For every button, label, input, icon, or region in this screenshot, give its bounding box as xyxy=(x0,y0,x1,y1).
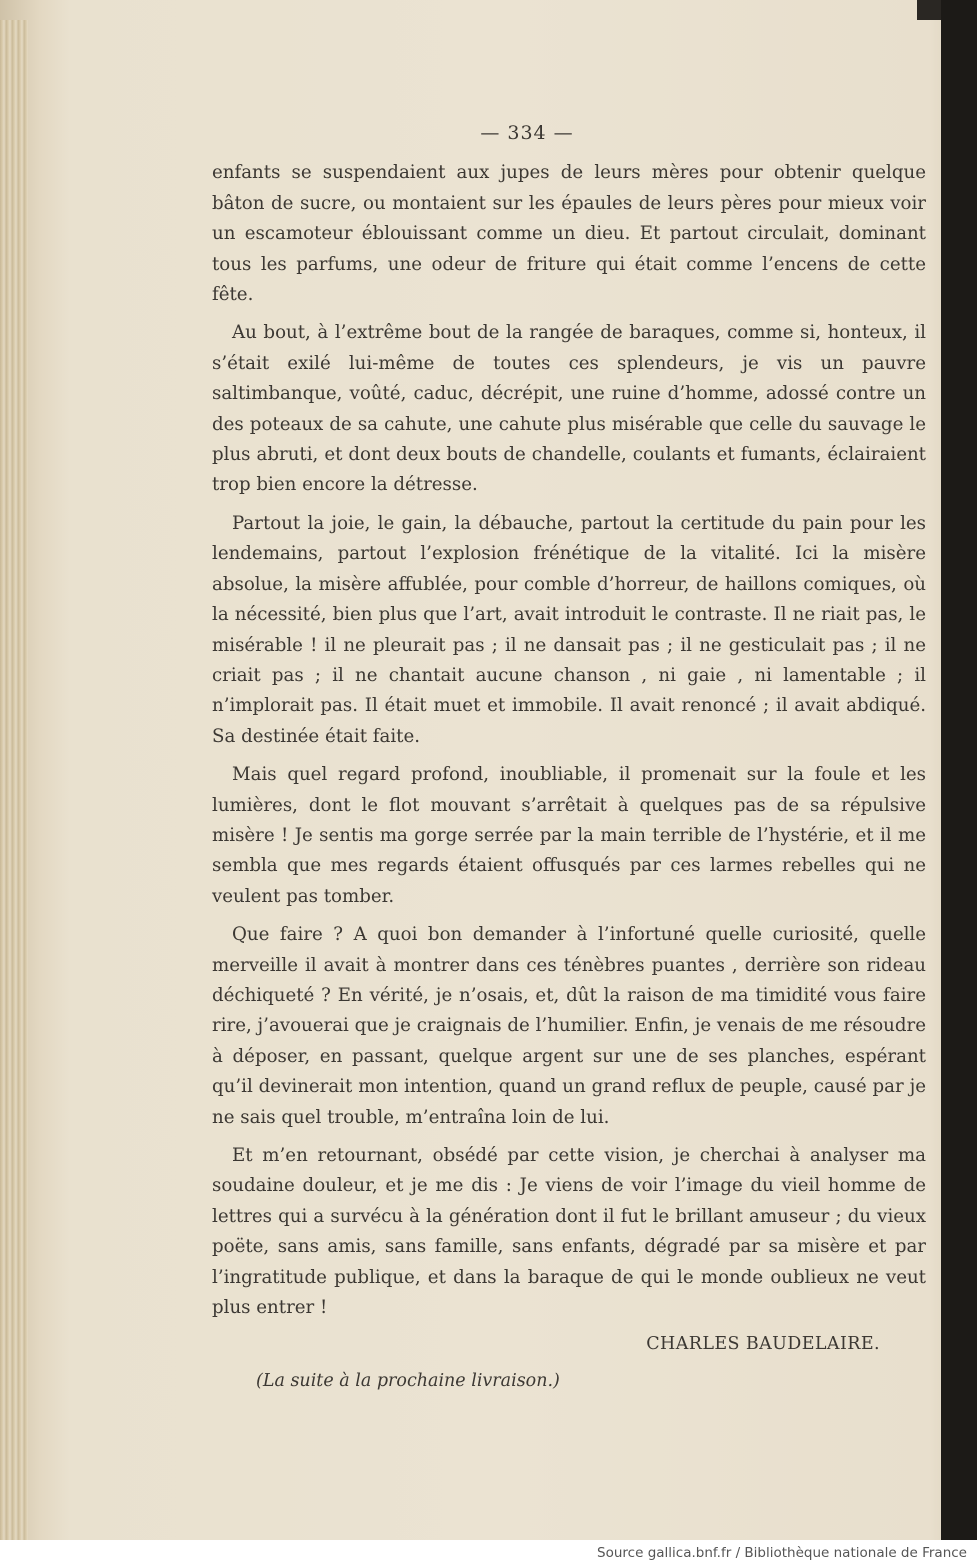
scan-border-right xyxy=(941,0,977,1540)
paragraph-4: Mais quel regard profond, inoubliable, il promenait sur la foule et les lumières, dont le flot mouvant s’arrêtait à quelques pas de sa répulsive misère ! Je sentis ma gorge serrée par la main terrible de l’hystérie, et il me sembla que mes regards étaient offusqués par ces larmes rebelles qui ne veulent pas tomber. xyxy=(212,764,926,907)
paragraph-1: enfants se suspendaient aux jupes de leurs mères pour obtenir quelque bâton de sucre, ou montaient sur les épaules de leurs pères pour mieux voir un escamoteur éblouissant comme un dieu. Et partout circulait, dominant tous les parfums, une odeur de friture qui était comme l’encens de cette fête. xyxy=(212,162,926,306)
page-edge xyxy=(0,20,28,1540)
page-number: — 334 — xyxy=(480,122,574,144)
author-signature: CHARLES BAUDELAIRE. xyxy=(646,1334,880,1355)
page-content xyxy=(212,118,926,1396)
paragraph-5: Que faire ? A quoi bon demander à l’infortuné quelle curiosité, quelle merveille il avait à montrer dans ces ténèbres puantes , derrière son rideau déchiqueté ? En vérité, je n’osais, et, dût la raison de ma timidité vous faire rire, j’avouerai que je craignais de l’humilier. Enfin, je venais de me résoudre à déposer, en passant, quelque argent sur une de ses planches, espérant qu’il devinerait mon intention, quand un grand reflux de peuple, causé par je ne sais quel trouble, m’entraîna loin de lui. xyxy=(212,924,926,1128)
source-footer xyxy=(0,1540,977,1566)
paragraph-2: Au bout, à l’extrême bout de la rangée de baraques, comme si, honteux, il s’était exilé lui-même de toutes ces splendeurs, je vis un pauvre saltimbanque, voûté, caduc, décrépit, une ruine d’homme, adossé contre un des poteaux de sa cahute, une cahute plus misérable que celle du sauvage le plus abruti, et dont deux bouts de chandelle, coulants et fumants, éclairaient trop bien encore la détresse. xyxy=(212,322,926,496)
paragraph-6: Et m’en retournant, obsédé par cette vision, je cherchai à analyser ma soudaine douleur, et je me dis : Je viens de voir l’image du vieil homme de lettres qui a survécu à la génération dont il fut le brillant amuseur ; du vieux poëte, sans amis, sans famille, sans enfants, dégradé par sa misère et par l’ingratitude publique, et dans la baraque de qui le monde oublieux ne veut plus entrer ! xyxy=(212,1145,926,1319)
continuation-note: (La suite à la prochaine livraison.) xyxy=(256,1370,560,1391)
source-credit: Source gallica.bnf.fr / Bibliothèque nationale de France xyxy=(597,1545,967,1561)
paragraph-3: Partout la joie, le gain, la débauche, partout la certitude du pain pour les lendemains, partout l’explosion frénétique de la vitalité. Ici la misère absolue, la misère affublée, pour comble d’horreur, de haillons comiques, où la nécessité, bien plus que l’art, avait introduit le contraste. Il ne riait pas, le misérable ! il ne pleurait pas ; il ne dansait pas ; il ne gesticulait pas ; il ne criait pas ; il ne chantait aucune chanson , ni gaie , ni lamentable ; il n’implorait pas. Il était muet et immobile. Il avait renoncé ; il avait abdiqué. Sa destinée était faite. xyxy=(212,512,926,747)
